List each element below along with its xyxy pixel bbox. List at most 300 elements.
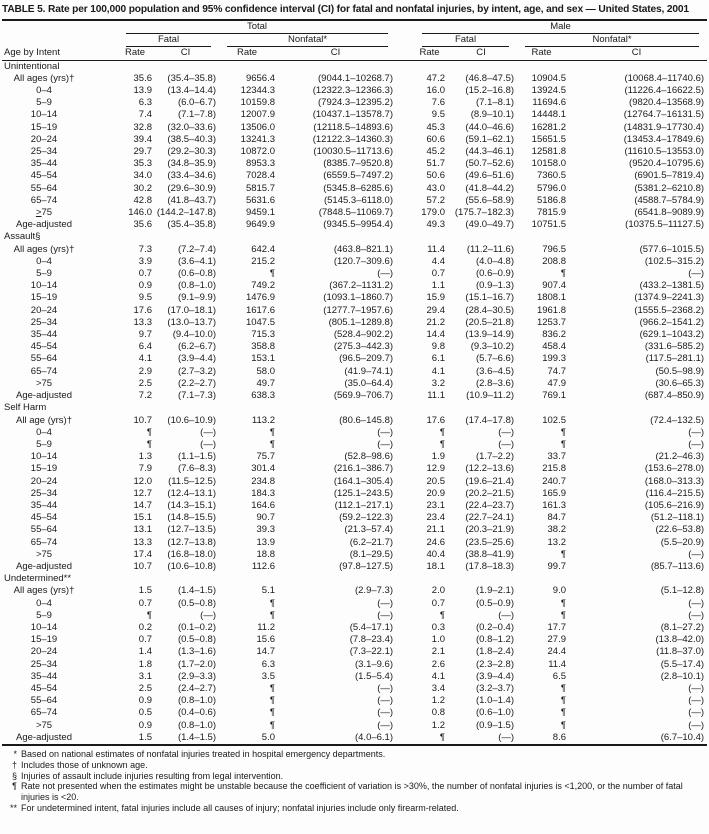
- table-row: [2, 512, 707, 524]
- ci-cell: (112.1–217.1): [334, 499, 394, 511]
- ci-cell: (15.1–16.7): [465, 292, 515, 304]
- column-gap: [396, 329, 414, 341]
- rate-cell: 12.9: [426, 463, 446, 475]
- ci-cell: (1.0–1.4): [475, 695, 515, 707]
- rate-cell: ¶: [269, 609, 275, 621]
- table-row: [2, 415, 707, 427]
- rate-cell: ¶: [146, 426, 152, 438]
- ci-cell: (629.1–1043.2): [639, 329, 705, 341]
- ci-cell: (51.2–118.1): [650, 512, 705, 524]
- ci-cell: (5.4–17.1): [349, 621, 394, 633]
- age-label: 65–74: [30, 365, 58, 377]
- column-gap: [396, 244, 414, 256]
- ci-cell: (463.8–821.1): [333, 243, 394, 255]
- ci-cell: (569.9–706.7): [333, 390, 394, 402]
- rate-cell: 0.2: [138, 621, 152, 633]
- ci-cell: (1555.5–2368.2): [634, 304, 705, 316]
- column-gap: [396, 439, 414, 451]
- ci-cell: (14.3–15.1): [167, 499, 216, 511]
- rate-cell: 1617.6: [245, 304, 275, 316]
- ci-cell: (687.4–850.9): [644, 390, 705, 402]
- table-row: [2, 280, 707, 292]
- ci-cell: (528.4–902.2): [333, 329, 394, 341]
- rate-cell: 2.9: [138, 365, 152, 377]
- ci-cell: (433.2–1381.5): [639, 280, 705, 292]
- table-row: [2, 195, 707, 207]
- ci-cell: (0.9–1.5): [475, 719, 515, 731]
- rate-cell: 301.4: [251, 463, 275, 475]
- ci-cell: (6541.8–9089.9): [634, 207, 705, 219]
- age-label: 35–44: [30, 670, 58, 682]
- rate-cell: 6.4: [138, 341, 152, 353]
- rate-cell: 14.7: [256, 646, 275, 658]
- rate-cell: 16.0: [426, 85, 446, 97]
- ci-cell: (97.8–127.5): [339, 560, 394, 572]
- rate-cell: 75.7: [256, 451, 275, 463]
- rate-cell: 1.3: [138, 451, 152, 463]
- column-gap: [396, 109, 414, 121]
- subgroup-header-row: [2, 34, 707, 47]
- rate-cell: 0.9: [138, 280, 152, 292]
- ci-cell: (11.2–11.6): [466, 243, 515, 255]
- table-row: [2, 561, 707, 573]
- age-label: 0–4: [36, 597, 52, 609]
- ci-cell: (7.8–23.4): [349, 634, 394, 646]
- table-row: [2, 622, 707, 634]
- ci-cell: (—): [688, 609, 705, 621]
- ci-cell: (9.3–10.2): [470, 341, 515, 353]
- rate-cell: 9.5: [431, 109, 446, 121]
- column-gap: [396, 195, 414, 207]
- rate-cell: 24.6: [426, 536, 446, 548]
- ci-cell: (6901.5–7819.4): [634, 170, 705, 182]
- column-header-row: [2, 47, 707, 60]
- rate-cell: 58.0: [256, 365, 275, 377]
- rate-cell: 9.5: [138, 292, 152, 304]
- ci-cell: (805.1–1289.8): [328, 316, 394, 328]
- ci-cell: (—): [688, 548, 705, 560]
- footnote: [2, 760, 707, 771]
- ci-cell: (11226.4–16622.5): [624, 85, 705, 97]
- ci-cell: (7.2–7.4): [177, 243, 216, 255]
- ci-cell: (9820.4–13568.9): [629, 97, 705, 109]
- column-gap: [396, 622, 414, 634]
- ci-cell: (55.6–58.9): [465, 194, 515, 206]
- rate-cell: 5186.8: [536, 194, 567, 206]
- group-header-total: Total: [126, 21, 388, 34]
- rate-cell: 14448.1: [531, 109, 567, 121]
- rate-cell: 146.0: [128, 207, 152, 219]
- ci-cell: (34.8–35.9): [167, 158, 216, 170]
- column-gap: [396, 720, 414, 732]
- ci-header: CI: [275, 47, 396, 60]
- ci-cell: (29.6–30.9): [167, 182, 216, 194]
- age-label: All ages (yrs)†: [13, 243, 75, 255]
- rate-cell: 23.4: [426, 512, 446, 524]
- rate-cell: 15.6: [256, 634, 275, 646]
- ci-cell: (4.0–4.8): [475, 255, 515, 267]
- rate-cell: 50.6: [426, 170, 446, 182]
- ci-cell: (12322.3–12366.3): [312, 85, 394, 97]
- rate-cell: 1.5: [138, 731, 152, 743]
- ci-cell: (72.4–132.5): [650, 414, 705, 426]
- ci-cell: (32.0–33.6): [167, 121, 216, 133]
- ci-cell: (1.7–2.2): [475, 451, 515, 463]
- rate-cell: ¶: [146, 438, 152, 450]
- ci-cell: (41.8–44.2): [465, 182, 515, 194]
- ci-cell: (0.6–0.9): [475, 268, 515, 280]
- ci-cell: (—): [498, 609, 515, 621]
- column-gap: [396, 341, 414, 353]
- table-row: [2, 207, 707, 219]
- ci-cell: (4.0–6.1): [354, 731, 394, 743]
- column-gap: [396, 280, 414, 292]
- ci-cell: (5.1–12.8): [660, 585, 705, 597]
- rate-cell: 12007.9: [240, 109, 275, 121]
- ci-cell: (2.4–2.7): [177, 682, 216, 694]
- ci-cell: (2.9–3.3): [177, 670, 216, 682]
- footnote-text: Rate not presented when the estimates might be unstable because the coefficient of variation is >30%, the number of nonfatal injuries is <1,200, or the number of fatal injuries is <20.: [21, 781, 683, 803]
- ci-cell: (22.6–53.8): [655, 524, 705, 536]
- ci-cell: (49.6–51.6): [465, 170, 515, 182]
- rate-cell: 5.1: [261, 585, 275, 597]
- rate-cell: 27.9: [547, 634, 567, 646]
- rate-cell: ¶: [560, 426, 567, 438]
- table-title: TABLE 5. Rate per 100,000 population and 95% confidence interval (CI) for fatal and nonfatal injuries, by intent, age, and sex — United States, 2001: [2, 4, 689, 15]
- ci-cell: (52.8–98.6): [344, 451, 394, 463]
- ci-cell: (0.1–0.2): [177, 621, 216, 633]
- rate-cell: 45.3: [426, 121, 446, 133]
- ci-cell: (17.0–18.1): [167, 304, 216, 316]
- ci-cell: (1277.7–1957.6): [323, 304, 394, 316]
- ci-cell: (6.7–10.4): [660, 731, 705, 743]
- footnote: [2, 749, 707, 760]
- rate-cell: 9.0: [552, 585, 567, 597]
- ci-cell: (12118.5–14893.6): [313, 121, 394, 133]
- ci-cell: (—): [377, 609, 394, 621]
- rate-cell: 17.6: [133, 304, 152, 316]
- column-gap: [396, 378, 414, 390]
- rate-header: Rate: [219, 47, 275, 60]
- rate-cell: ¶: [439, 438, 446, 450]
- rate-cell: 638.3: [251, 390, 275, 402]
- rate-cell: 215.8: [542, 463, 567, 475]
- ci-cell: (85.7–113.6): [650, 560, 705, 572]
- ci-cell: (11610.5–13553.0): [624, 146, 705, 158]
- rate-cell: 796.5: [542, 243, 567, 255]
- age-label: >75: [35, 548, 53, 560]
- rate-cell: 12581.8: [531, 146, 567, 158]
- age-label: 45–54: [30, 341, 58, 353]
- ci-cell: (7.1–7.8): [177, 109, 216, 121]
- rate-cell: ¶: [560, 268, 567, 280]
- column-gap: [396, 47, 414, 60]
- ci-cell: (35.4–35.8): [167, 219, 216, 231]
- ci-cell: (105.6–216.9): [644, 499, 705, 511]
- column-gap: [396, 610, 414, 622]
- ci-cell: (2.8–3.6): [475, 377, 515, 389]
- rate-cell: 16281.2: [531, 121, 567, 133]
- table-row: [2, 97, 707, 109]
- rate-cell: 12.7: [133, 487, 152, 499]
- rate-cell: 47.9: [547, 377, 567, 389]
- rate-cell: 13.1: [133, 524, 152, 536]
- age-label: 25–34: [30, 658, 58, 670]
- rate-cell: 6.3: [261, 658, 275, 670]
- age-label: 0–4: [36, 255, 52, 267]
- rate-cell: 112.6: [251, 560, 275, 572]
- table-row: [2, 720, 707, 732]
- ci-cell: (17.4–17.8): [465, 414, 515, 426]
- ci-cell: (153.6–278.0): [644, 463, 705, 475]
- table-row: [2, 329, 707, 341]
- ci-cell: (7.6–8.3): [177, 463, 216, 475]
- footnote-text: Based on national estimates of nonfatal injuries treated in hospital emergency departments.: [21, 748, 386, 759]
- rate-cell: 40.4: [426, 548, 446, 560]
- intent-label: Unintentional: [4, 60, 60, 72]
- subheader-male-fatal: Fatal: [422, 34, 509, 47]
- rate-cell: 1253.7: [536, 316, 567, 328]
- table-body: [2, 60, 707, 745]
- ci-cell: (5345.8–6285.6): [323, 182, 394, 194]
- ci-cell: (29.2–30.3): [167, 146, 216, 158]
- table-row: [2, 671, 707, 683]
- age-label: 15–19: [30, 292, 58, 304]
- rate-cell: 7.6: [431, 97, 446, 109]
- ci-cell: (2.9–7.3): [354, 585, 394, 597]
- ci-cell: (20.3–21.9): [465, 524, 515, 536]
- table-row: [2, 183, 707, 195]
- ci-cell: (16.8–18.0): [167, 548, 216, 560]
- ci-cell: (—): [377, 426, 394, 438]
- rate-cell: 7.4: [138, 109, 152, 121]
- table-row: [2, 427, 707, 439]
- ci-cell: (102.5–315.2): [644, 255, 705, 267]
- ci-cell: (59.2–122.3): [339, 512, 394, 524]
- table-row: [2, 73, 707, 85]
- ci-cell: (13453.4–17849.6): [623, 133, 705, 145]
- column-gap: [396, 561, 414, 573]
- rate-cell: ¶: [560, 597, 567, 609]
- column-gap: [396, 646, 414, 658]
- ci-cell: (0.9–1.3): [475, 280, 515, 292]
- table-row: [2, 439, 707, 451]
- ci-cell: (117.5–281.1): [645, 353, 705, 365]
- age-label: 15–19: [30, 634, 58, 646]
- rate-cell: 113.2: [251, 414, 275, 426]
- ci-header: CI: [566, 47, 707, 60]
- age-label: All age (yrs)†: [16, 414, 72, 426]
- ci-cell: (21.2–46.3): [655, 451, 705, 463]
- column-gap: [396, 34, 414, 47]
- ci-cell: (—): [377, 597, 394, 609]
- ci-cell: (12764.7–16131.5): [623, 109, 705, 121]
- rate-cell: 21.1: [426, 524, 446, 536]
- column-gap: [396, 524, 414, 536]
- footnote: [2, 781, 707, 803]
- rate-cell: ¶: [560, 695, 567, 707]
- ci-cell: (3.9–4.4): [177, 353, 216, 365]
- rate-cell: 0.7: [431, 268, 446, 280]
- table-row: [2, 707, 707, 719]
- table-row: [2, 353, 707, 365]
- column-gap: [396, 598, 414, 610]
- column-gap: [396, 305, 414, 317]
- ci-cell: (0.8–1.0): [177, 719, 216, 731]
- age-label: Age-adjusted: [16, 560, 72, 572]
- ci-cell: (331.6–585.2): [644, 341, 705, 353]
- ci-cell: (1374.9–2241.3): [634, 292, 705, 304]
- column-gap: [396, 732, 414, 745]
- rate-cell: 2.0: [431, 585, 446, 597]
- age-label: 55–64: [30, 524, 58, 536]
- ci-cell: (0.5–0.8): [177, 597, 216, 609]
- ci-cell: (2.8–10.1): [660, 670, 705, 682]
- rate-cell: 0.7: [138, 634, 152, 646]
- ci-cell: (19.6–21.4): [465, 475, 515, 487]
- ci-cell: (—): [688, 719, 705, 731]
- ci-cell: (1.4–1.5): [177, 731, 216, 743]
- rate-cell: 0.3: [431, 621, 446, 633]
- column-gap: [396, 695, 414, 707]
- ci-cell: (0.5–0.9): [475, 597, 515, 609]
- rate-cell: ¶: [269, 268, 275, 280]
- ci-cell: (1.7–2.0): [177, 658, 216, 670]
- subheader-total-nonfatal: Nonfatal*: [227, 34, 388, 47]
- ci-cell: (20.2–21.5): [465, 487, 515, 499]
- ci-cell: (80.6–145.8): [339, 414, 394, 426]
- rate-cell: 35.6: [133, 219, 152, 231]
- rate-cell: 2.5: [138, 682, 152, 694]
- rate-cell: ¶: [560, 609, 567, 621]
- ci-cell: (—): [688, 707, 705, 719]
- age-label: 20–24: [30, 304, 58, 316]
- ci-cell: (1.8–2.4): [475, 646, 515, 658]
- group-header-male: Male: [422, 21, 699, 34]
- ci-cell: (17.8–18.3): [465, 560, 515, 572]
- age-label: 45–54: [30, 170, 58, 182]
- ci-cell: (6.0–6.7): [177, 97, 216, 109]
- table-row: [2, 85, 707, 97]
- ci-cell: (5381.2–6210.8): [634, 182, 705, 194]
- rate-cell: 10872.0: [240, 146, 275, 158]
- rate-cell: 29.4: [426, 304, 446, 316]
- rate-cell: 1476.9: [245, 292, 275, 304]
- column-gap: [396, 476, 414, 488]
- rate-cell: 11694.6: [532, 97, 567, 109]
- section-row: [2, 231, 707, 243]
- rate-cell: 1.8: [138, 658, 152, 670]
- rate-cell: 208.8: [542, 255, 567, 267]
- ci-cell: (—): [200, 438, 216, 450]
- rate-cell: ¶: [269, 707, 275, 719]
- rate-cell: 6.3: [138, 97, 152, 109]
- column-gap: [396, 549, 414, 561]
- rate-cell: 9.7: [138, 329, 152, 341]
- rate-cell: 3.5: [261, 670, 275, 682]
- column-gap: [396, 219, 414, 231]
- rate-cell: 23.1: [426, 499, 446, 511]
- rate-cell: 0.9: [138, 695, 152, 707]
- table-row: [2, 170, 707, 182]
- column-gap: [396, 512, 414, 524]
- rate-cell: 4.1: [431, 670, 446, 682]
- age-label: 5–9: [36, 268, 52, 280]
- ci-cell: (12.2–13.6): [465, 463, 515, 475]
- ci-cell: (3.6–4.1): [177, 255, 216, 267]
- group-header-row: [2, 20, 707, 34]
- ci-cell: (13.0–13.7): [167, 316, 216, 328]
- rate-cell: 2.5: [138, 377, 152, 389]
- rate-cell: ¶: [560, 707, 567, 719]
- ci-cell: (10437.1–13578.7): [312, 109, 394, 121]
- rate-cell: 39.3: [256, 524, 275, 536]
- ci-cell: (—): [688, 597, 705, 609]
- ci-cell: (1.5–5.4): [354, 670, 394, 682]
- age-label: 5–9: [36, 438, 52, 450]
- table-row: [2, 488, 707, 500]
- rate-cell: 165.9: [542, 487, 567, 499]
- age-label: 55–64: [30, 695, 58, 707]
- footnote-text: Injuries of assault include injuries resulting from legal intervention.: [21, 770, 284, 781]
- ci-header: CI: [152, 47, 219, 60]
- rate-cell: 164.6: [251, 499, 275, 511]
- age-label: >75: [35, 719, 53, 731]
- rate-cell: 10904.5: [531, 72, 567, 84]
- rate-cell: 1808.1: [536, 292, 567, 304]
- table-row: [2, 549, 707, 561]
- ci-cell: (10.6–10.9): [167, 414, 216, 426]
- rate-cell: 7.9: [138, 463, 152, 475]
- ci-cell: (1.3–1.6): [177, 646, 216, 658]
- rate-cell: 13.3: [133, 536, 152, 548]
- ci-cell: (30.6–65.3): [655, 377, 705, 389]
- rate-cell: 1.1: [431, 280, 446, 292]
- ci-cell: (11.8–37.0): [656, 646, 705, 658]
- rate-cell: 30.2: [133, 182, 152, 194]
- ci-cell: (41.9–74.1): [344, 365, 394, 377]
- rate-cell: ¶: [439, 426, 446, 438]
- rate-cell: 0.7: [138, 268, 152, 280]
- section-row: [2, 573, 707, 585]
- ci-cell: (0.4–0.6): [177, 707, 216, 719]
- rate-cell: 10.7: [133, 414, 152, 426]
- rate-cell: 13.2: [547, 536, 567, 548]
- rate-cell: 199.3: [542, 353, 567, 365]
- rate-cell: 1961.8: [536, 304, 567, 316]
- rate-cell: 9459.1: [245, 207, 275, 219]
- rate-cell: 17.7: [547, 621, 567, 633]
- rate-cell: 3.9: [138, 255, 152, 267]
- ci-cell: (10.9–11.2): [466, 390, 515, 402]
- ci-cell: (2.7–3.2): [177, 365, 216, 377]
- table-row: [2, 683, 707, 695]
- rate-cell: 20.5: [426, 475, 446, 487]
- column-gap: [396, 585, 414, 597]
- ci-cell: (13.9–14.9): [465, 329, 515, 341]
- ci-cell: (7848.5–11069.7): [318, 207, 394, 219]
- rate-cell: 99.7: [547, 560, 567, 572]
- rate-cell: 47.2: [426, 72, 446, 84]
- rate-cell: ¶: [146, 609, 152, 621]
- ci-cell: (577.6–1015.5): [639, 243, 705, 255]
- rate-cell: ¶: [560, 682, 567, 694]
- rate-cell: 769.1: [542, 390, 567, 402]
- table-row: [2, 109, 707, 121]
- rate-cell: 24.4: [547, 646, 567, 658]
- rate-cell: 29.7: [133, 146, 152, 158]
- ci-cell: (7.1–8.1): [475, 97, 515, 109]
